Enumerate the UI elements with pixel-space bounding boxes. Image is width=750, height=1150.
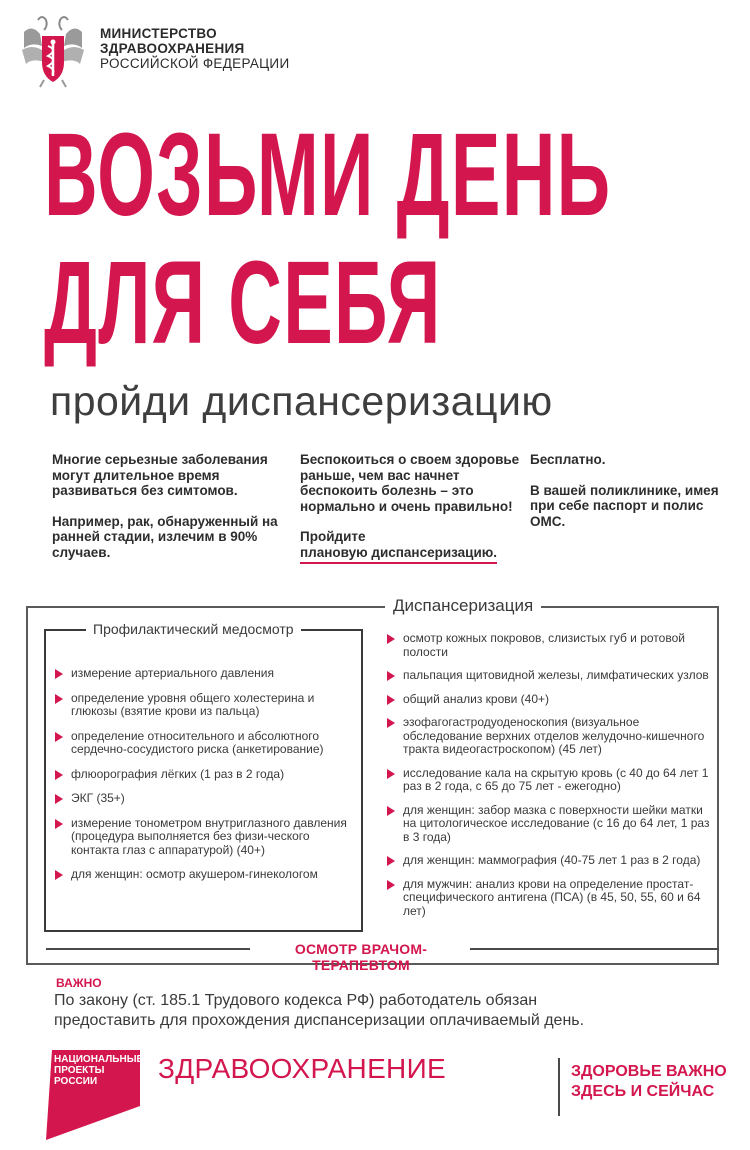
important-text: По закону (ст. 185.1 Трудового кодекса РФ) работодатель обязан предоставить для прохождения диспансеризации оплачиваемый день. xyxy=(54,992,585,1029)
ministry-line1: МИНИСТЕРСТВО xyxy=(100,26,217,41)
list-item: измерение тонометром внутриглазного давления (процедура выполняется без физи-ческого контакта глаз с аппаратурой) (40+) xyxy=(55,817,355,858)
ministry-line2: ЗДРАВООХРАНЕНИЯ xyxy=(100,41,245,56)
dispensary-list xyxy=(387,632,713,928)
intro-cta-prefix: Пройдите xyxy=(300,529,366,544)
triangle-bullet-icon xyxy=(387,671,395,681)
medexam-title: Профилактический медосмотр xyxy=(86,621,301,637)
list-item: для женщин: маммография (40-75 лет 1 раз в 2 года) xyxy=(387,854,713,868)
triangle-bullet-icon xyxy=(387,769,395,779)
dispensary-title: Диспансеризация xyxy=(385,596,541,616)
list-item: измерение артериального давления xyxy=(55,667,355,681)
intro-column-2 xyxy=(300,452,522,579)
triangle-bullet-icon xyxy=(387,880,395,890)
divider xyxy=(470,948,719,950)
slogan-line2: ЗДЕСЬ И СЕЙЧАС xyxy=(571,1083,715,1100)
therapist-exam-label: ОСМОТР ВРАЧОМ-ТЕРАПЕВТОМ xyxy=(294,941,428,973)
intro-text: В вашей поликлинике, имея при себе паспорт и полис ОМС. xyxy=(530,482,719,529)
slogan-line1: ЗДОРОВЬЕ ВАЖНО xyxy=(571,1063,727,1080)
intro-column-1 xyxy=(52,452,284,575)
slogan xyxy=(571,1062,727,1102)
divider xyxy=(558,1058,560,1116)
triangle-bullet-icon xyxy=(55,694,63,704)
important-heading: ВАЖНО xyxy=(56,976,102,990)
headline-line1: ВОЗЬМИ ДЕНЬ xyxy=(44,109,612,241)
triangle-bullet-icon xyxy=(387,634,395,644)
list-item: определение относительного и абсолютного сердечно-сосудистого риска (анкетирование) xyxy=(55,730,355,757)
list-item: эзофагогастродуоденоскопия (визуальное обследование верхних отделов желудочно-кишечного тракта видеогастроскопом) (45 лет) xyxy=(387,716,713,757)
list-item: для мужчин: анализ крови на определение простат-специфического антигена (ПСА) (в 45, 50, 55, 60 и 64 лет) xyxy=(387,878,713,919)
list-item: для женщин: осмотр акушером-гинекологом xyxy=(55,868,355,882)
intro-cta-underlined: плановую диспансеризацию. xyxy=(300,545,497,565)
triangle-bullet-icon xyxy=(387,695,395,705)
list-item: для женщин: забор мазка с поверхности шейки матки на цитологическое исследование (с 16 до 64 лет, 1 раз в 3 года) xyxy=(387,804,713,845)
ministry-name xyxy=(100,26,289,71)
list-item: флюорография лёгких (1 раз в 2 года) xyxy=(55,768,355,782)
national-projects-logo-text: НАЦИОНАЛЬНЫЕ ПРОЕКТЫ РОССИИ xyxy=(54,1054,144,1087)
list-item: осмотр кожных покровов, слизистых губ и ротовой полости xyxy=(387,632,713,659)
divider xyxy=(46,948,250,950)
triangle-bullet-icon xyxy=(55,669,63,679)
intro-text: Беспокоиться о своем здоровье раньше, чем вас начнет беспокоить болезнь – это нормально и очень правильно! xyxy=(300,452,520,514)
triangle-bullet-icon xyxy=(55,819,63,829)
subtitle: пройди диспансеризацию xyxy=(50,378,553,424)
triangle-bullet-icon xyxy=(55,770,63,780)
list-item: общий анализ крови (40+) xyxy=(387,693,713,707)
program-name: ЗДРАВООХРАНЕНИЕ xyxy=(158,1053,446,1084)
list-item: пальпация щитовидной железы, лимфатических узлов xyxy=(387,669,713,683)
ministry-emblem-icon xyxy=(18,12,88,88)
intro-text: Например, рак, обнаруженный на ранней стадии, излечим в 90% случаев. xyxy=(52,513,278,560)
triangle-bullet-icon xyxy=(387,718,395,728)
triangle-bullet-icon xyxy=(55,794,63,804)
triangle-bullet-icon xyxy=(55,732,63,742)
headline-line2: ДЛЯ СЕБЯ xyxy=(44,237,442,369)
triangle-bullet-icon xyxy=(387,856,395,866)
intro-text: Многие серьезные заболевания могут длительное время развиваться без симтомов. xyxy=(52,452,268,498)
intro-cta xyxy=(300,529,522,564)
intro-column-3 xyxy=(530,452,730,544)
triangle-bullet-icon xyxy=(55,870,63,880)
list-item: ЭКГ (35+) xyxy=(55,792,355,806)
triangle-bullet-icon xyxy=(387,806,395,816)
ministry-line3: РОССИЙСКОЙ ФЕДЕРАЦИИ xyxy=(100,56,290,71)
list-item: исследование кала на скрытую кровь (с 40 до 64 лет 1 раз в 2 года, с 65 до 75 лет - ежегодно) xyxy=(387,767,713,794)
medexam-list xyxy=(55,667,355,893)
list-item: определение уровня общего холестерина и глюкозы (взятие крови из пальца) xyxy=(55,692,355,719)
intro-text: Бесплатно. xyxy=(530,452,606,467)
